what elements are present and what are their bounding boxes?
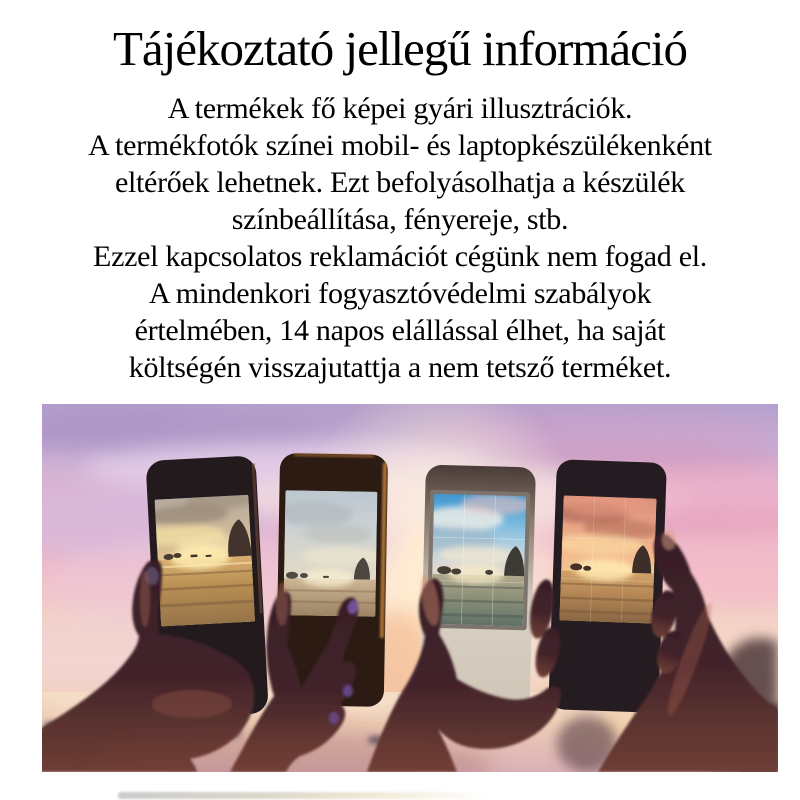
- body-line: A mindenkori fogyasztóvédelmi szabályok: [148, 277, 652, 310]
- painted-nail: [329, 712, 339, 724]
- body-line: A termékfotók színei mobil- és laptopkészülékenként: [88, 129, 712, 162]
- body-line: A termékek fő képei gyári illusztrációk.: [167, 92, 633, 125]
- body-line: eltérőek lehetnek. Ezt befolyásolhatja a készülék: [114, 166, 686, 199]
- sunset-photo-art: [42, 404, 778, 772]
- sunset-phones-photo: [42, 404, 778, 772]
- body-line: Ezzel kapcsolatos reklamációt cégünk nem fogad el.: [93, 240, 707, 273]
- page-title: Tájékoztató jellegű információ: [112, 21, 688, 76]
- phone-4-silhouette: [542, 459, 667, 713]
- body-line: költségén visszajutattja a nem tetsző terméket.: [128, 351, 672, 384]
- info-text: [0, 90, 800, 386]
- body-line: értelmében, 14 napos elállással élhet, ha saját: [134, 314, 666, 347]
- body-line: színbeállítása, fényereje, stb.: [231, 203, 569, 236]
- painted-nail: [343, 685, 353, 697]
- thumb-highlight: [662, 530, 676, 550]
- bottom-edge-artifact: [118, 792, 488, 799]
